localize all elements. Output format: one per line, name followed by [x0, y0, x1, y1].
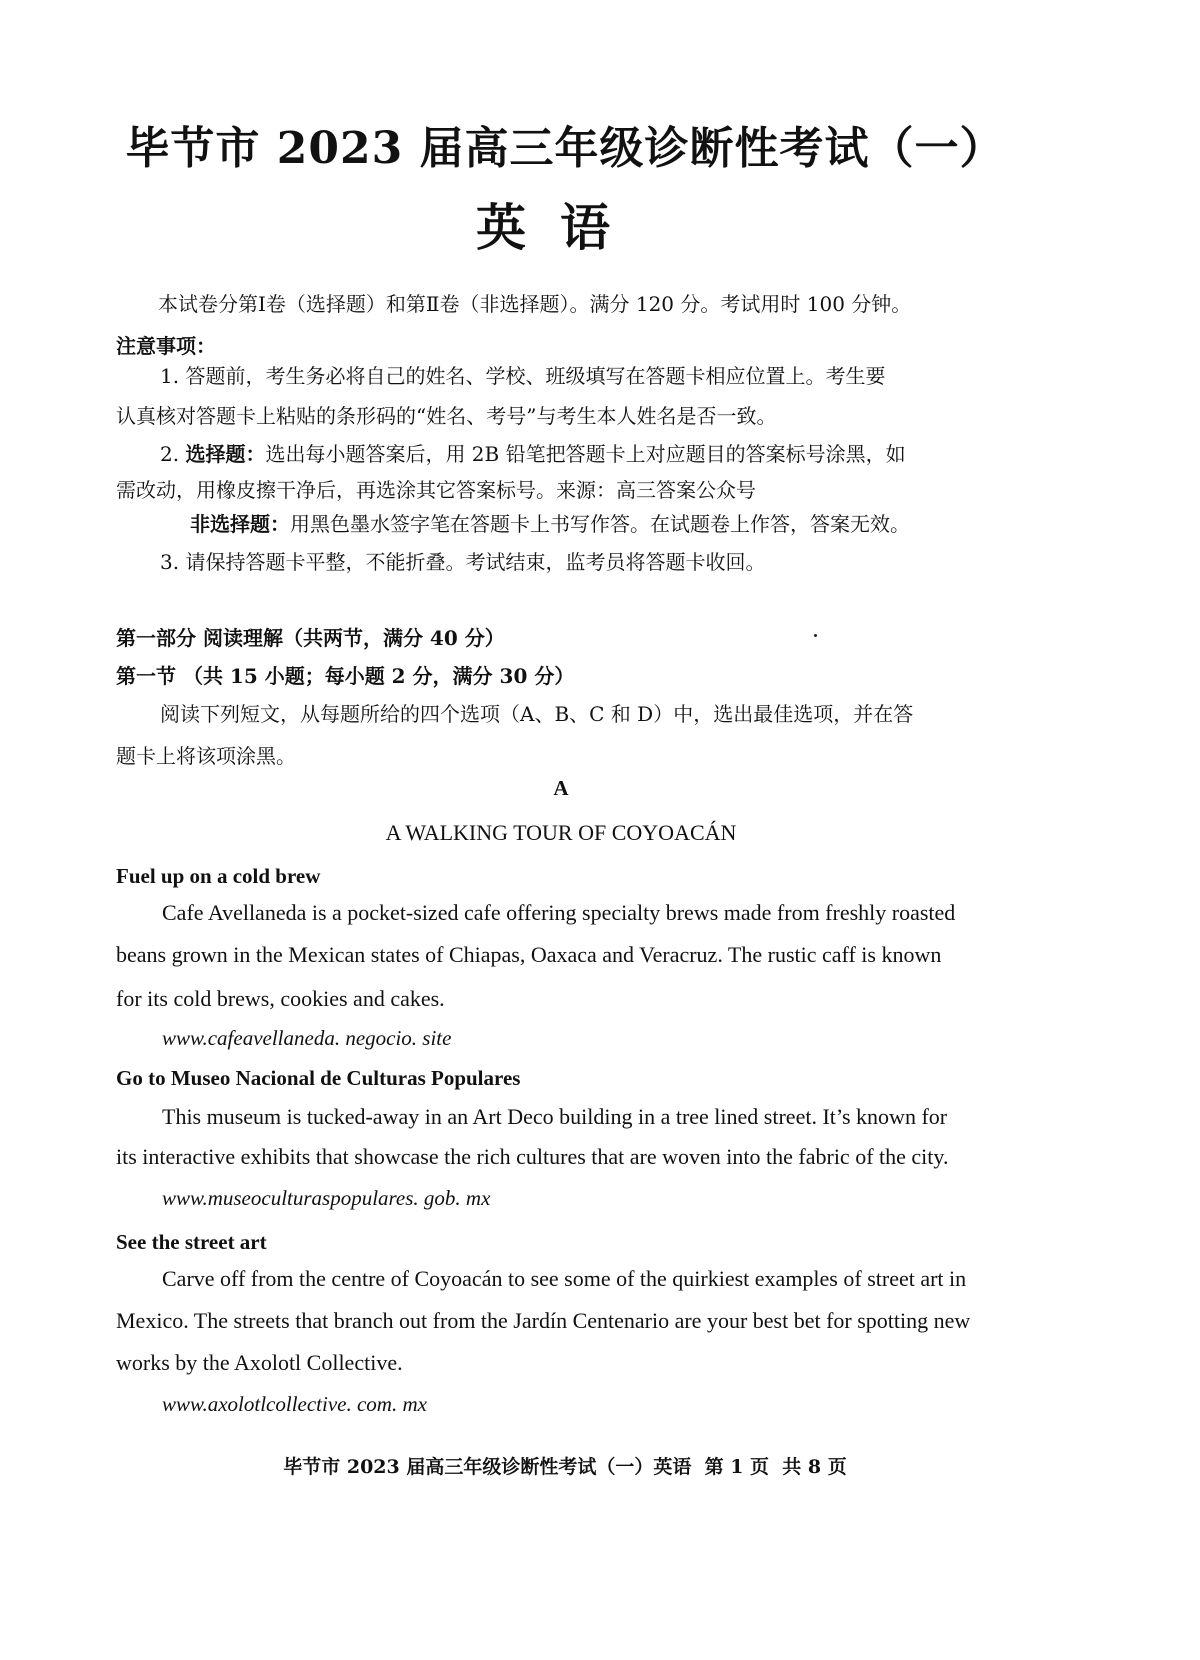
notice-item-2-line-1 [160, 442, 906, 466]
museum-text-line-1: This museum is tucked-away in an Art Deco building in a tree lined street. It’s known for [162, 1104, 948, 1129]
cafe-text-line-3: for its cold brews, cookies and cakes. [116, 986, 445, 1011]
notice-item-2b [190, 512, 910, 536]
cafe-url: www.cafeavellaneda. negocio. site [162, 1026, 452, 1050]
street-art-text-line-1: Carve off from the centre of Coyoacán to see some of the quirkiest examples of street art in [162, 1266, 967, 1291]
cafe-text-line-2: beans grown in the Mexican states of Chiapas, Oaxaca and Veracruz. The rustic caff is known [116, 942, 942, 967]
passage-title: A WALKING TOUR OF COYOACÁN [385, 820, 737, 845]
notice-item-3: 3. 请保持答题卡平整，不能折叠。考试结束，监考员将答题卡收回。 [160, 550, 766, 574]
museum-text-line-2: its interactive exhibits that showcase the rich cultures that are woven into the fabric of the city. [116, 1144, 949, 1169]
section-heading-cafe: Fuel up on a cold brew [116, 864, 321, 888]
street-art-text-line-2: Mexico. The streets that branch out from the Jardín Centenario are your best bet for spotting new [116, 1308, 971, 1333]
notice-item-2-text: 选出每小题答案后，用 2B 铅笔把答题卡上对应题目的答案标号涂黑，如 [265, 442, 906, 466]
notice-item-2-label: 选择题： [185, 442, 266, 466]
exam-intro: 本试卷分第Ⅰ卷（选择题）和第Ⅱ卷（非选择题）。满分 120 分。考试用时 100 分钟。 [158, 292, 912, 316]
cafe-text-line-1: Cafe Avellaneda is a pocket-sized cafe offering specialty brews made from freshly roasted [162, 900, 956, 925]
section1-heading: 第一节 （共 15 小题；每小题 2 分，满分 30 分） [116, 664, 575, 688]
notice-item-2-line-2: 需改动，用橡皮擦干净后，再选涂其它答案标号。来源：高三答案公众号 [116, 478, 756, 502]
notice-item-2b-text: 用黑色墨水签字笔在答题卡上书写作答。在试题卷上作答，答案无效。 [290, 512, 910, 536]
notice-item-1-line-2: 认真核对答题卡上粘贴的条形码的“姓名、考号”与考生本人姓名是否一致。 [116, 404, 777, 428]
page-footer: 毕节市 2023 届高三年级诊断性考试（一）英语 第 1 页 共 8 页 [283, 1456, 847, 1478]
instruction-line-1: 阅读下列短文，从每题所给的四个选项（A、B、C 和 D）中，选出最佳选项，并在答 [160, 702, 914, 726]
stray-dot [814, 634, 817, 637]
museum-url: www.museoculturaspopulares. gob. mx [162, 1186, 491, 1210]
exam-title: 毕节市 2023 届高三年级诊断性考试（一） [125, 123, 1005, 174]
section-heading-museum: Go to Museo Nacional de Culturas Populares [116, 1066, 521, 1090]
instruction-line-2: 题卡上将该项涂黑。 [116, 744, 296, 768]
part1-heading: 第一部分 阅读理解（共两节，满分 40 分） [116, 626, 505, 650]
subject-title: 英语 [476, 198, 644, 257]
notice-item-2b-label: 非选择题： [190, 512, 290, 536]
street-art-text-line-3: works by the Axolotl Collective. [116, 1350, 403, 1375]
section-heading-street-art: See the street art [116, 1230, 267, 1254]
passage-label: A [553, 776, 569, 800]
notice-item-1-line-1: 1. 答题前，考生务必将自己的姓名、学校、班级填写在答题卡相应位置上。考生要 [160, 364, 886, 388]
notice-heading: 注意事项： [116, 334, 216, 358]
notice-item-2-number: 2. [160, 442, 180, 466]
street-art-url: www.axolotlcollective. com. mx [162, 1392, 427, 1416]
